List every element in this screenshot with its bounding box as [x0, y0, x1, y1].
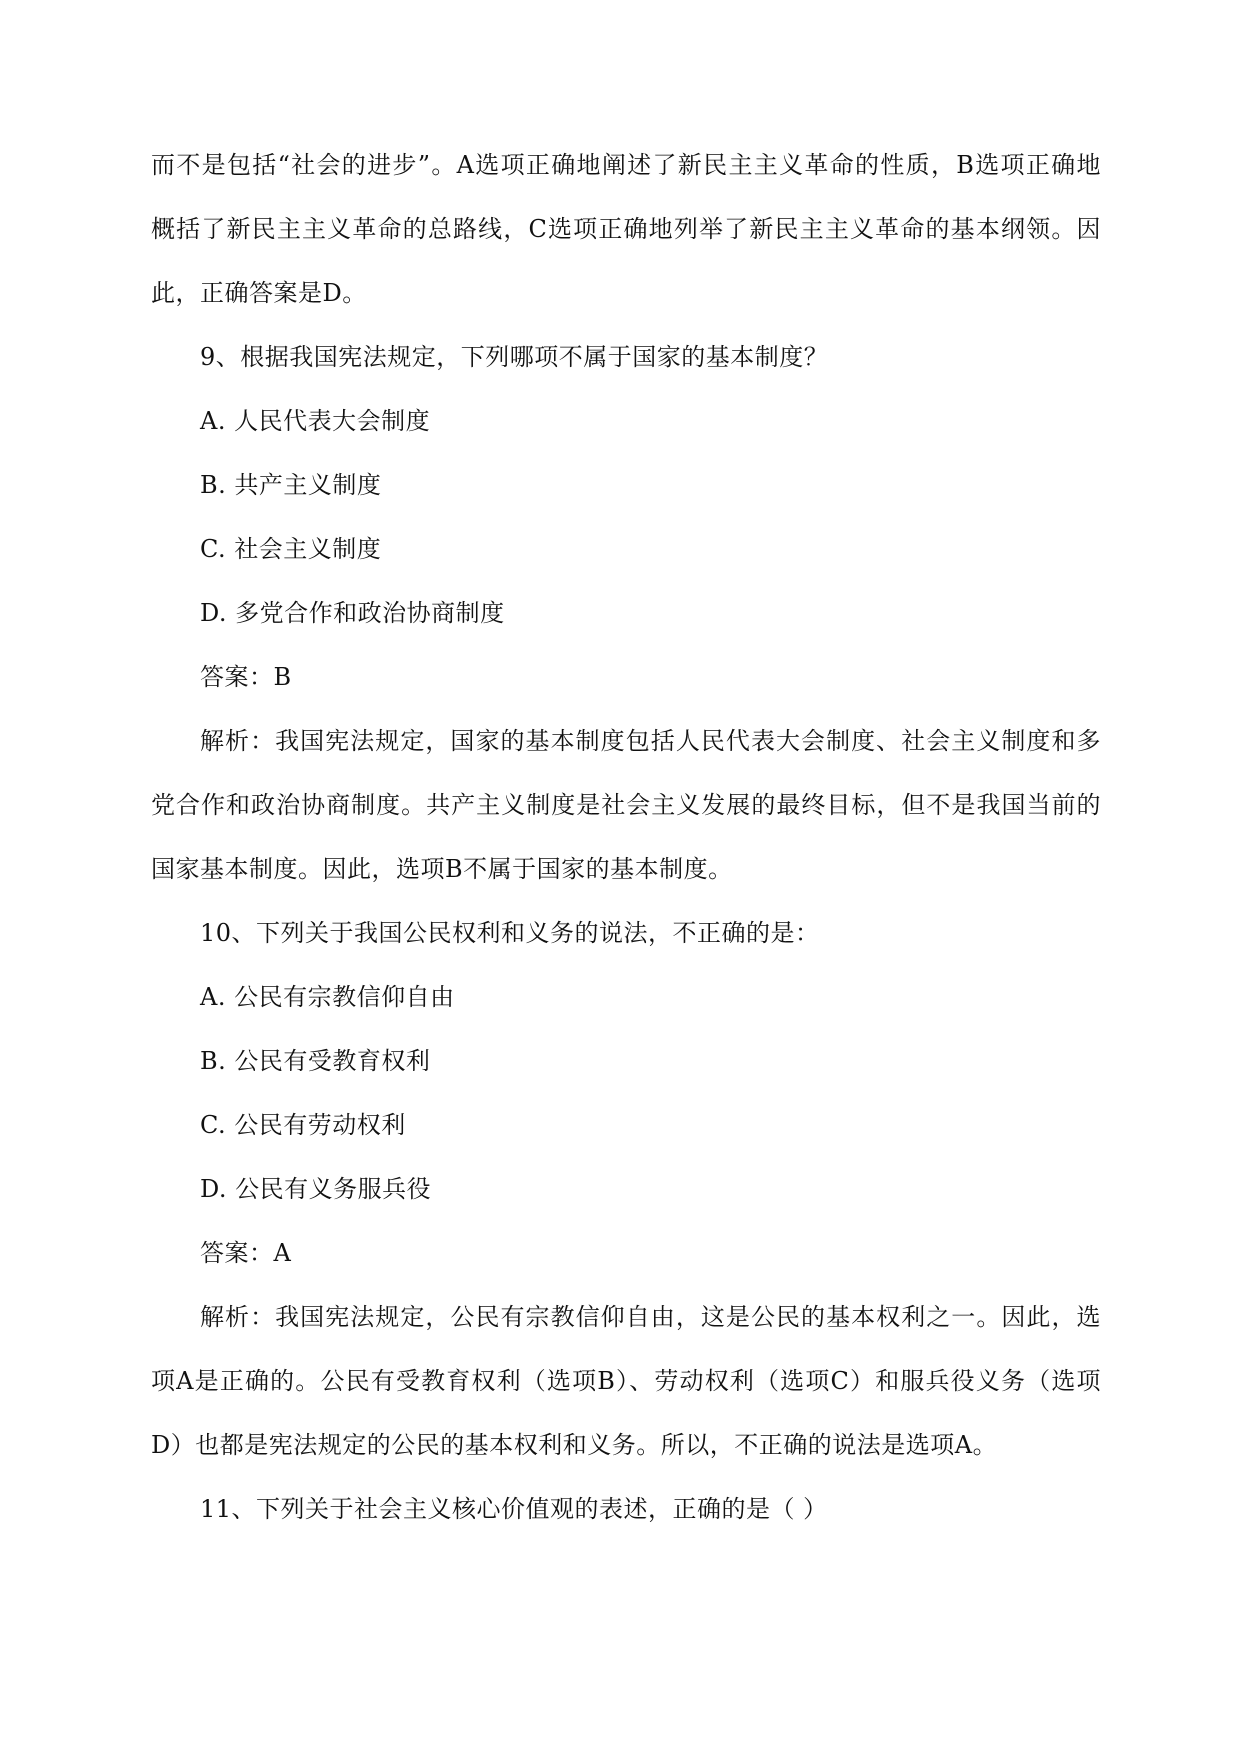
question-9-explanation: 党合作和政治协商制度。共产主义制度是社会主义发展的最终目标，但不是我国当前的 — [151, 791, 1101, 819]
paragraph-line: 而不是包括“社会的进步”。A选项正确地阐述了新民主主义革命的性质，B选项正确地 — [151, 151, 1101, 179]
question-9-option-d: D. 多党合作和政治协商制度 — [200, 599, 505, 627]
question-11-text: 11、下列关于社会主义核心价值观的表述，正确的是（ ） — [200, 1495, 828, 1523]
question-9-option-b: B. 共产主义制度 — [200, 471, 382, 499]
question-9-option-c: C. 社会主义制度 — [200, 535, 382, 563]
question-10-option-d: D. 公民有义务服兵役 — [200, 1175, 432, 1203]
question-9-explanation: 解析：我国宪法规定，国家的基本制度包括人民代表大会制度、社会主义制度和多 — [200, 727, 1101, 755]
question-10-option-a: A. 公民有宗教信仰自由 — [200, 983, 455, 1011]
question-10-answer: 答案：A — [200, 1239, 292, 1267]
paragraph-line: 此，正确答案是D。 — [151, 279, 367, 307]
question-10-explanation: D）也都是宪法规定的公民的基本权利和义务。所以，不正确的说法是选项A。 — [151, 1431, 998, 1459]
question-9-answer: 答案：B — [200, 663, 292, 691]
question-10-explanation: 解析：我国宪法规定，公民有宗教信仰自由，这是公民的基本权利之一。因此，选 — [200, 1303, 1101, 1331]
question-10-explanation: 项A是正确的。公民有受教育权利（选项B）、劳动权利（选项C）和服兵役义务（选项 — [151, 1367, 1101, 1395]
question-10-option-b: B. 公民有受教育权利 — [200, 1047, 431, 1075]
question-10-option-c: C. 公民有劳动权利 — [200, 1111, 406, 1139]
question-9-text: 9、根据我国宪法规定，下列哪项不属于国家的基本制度？ — [200, 343, 829, 371]
question-9-explanation: 国家基本制度。因此，选项B不属于国家的基本制度。 — [151, 855, 733, 883]
question-10-text: 10、下列关于我国公民权利和义务的说法，不正确的是： — [200, 919, 820, 947]
paragraph-line: 概括了新民主主义革命的总路线，C选项正确地列举了新民主主义革命的基本纲领。因 — [151, 215, 1101, 243]
question-9-option-a: A. 人民代表大会制度 — [200, 407, 431, 435]
